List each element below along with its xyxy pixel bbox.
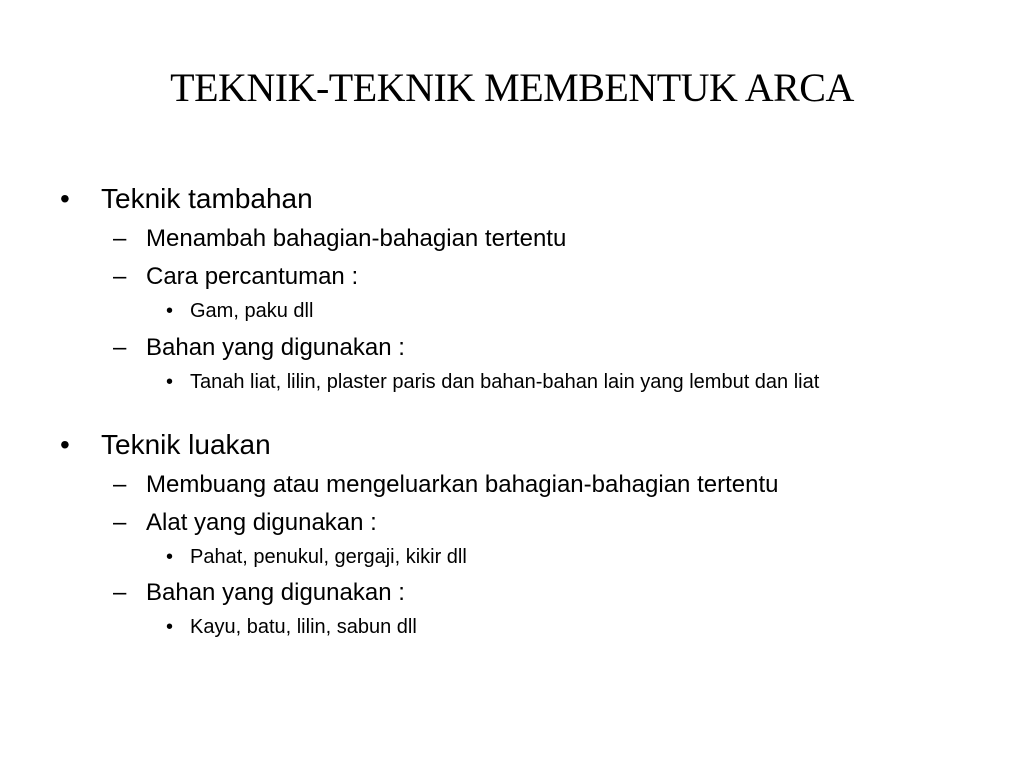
sub-sub-item-text: Gam, paku dll [190, 300, 314, 322]
dash-marker: – [113, 225, 127, 252]
sub-sub-item [166, 370, 946, 394]
sub-sub-item-text: Tanah liat, lilin, plaster paris dan bahan-bahan lain yang lembut dan liat [190, 371, 820, 393]
sub-item-text: Bahan yang digunakan : [146, 579, 405, 606]
bullet-marker: • [166, 300, 174, 322]
bullet-text: Teknik luakan [101, 429, 271, 460]
sub-sub-item-text: Kayu, batu, lilin, sabun dll [190, 616, 417, 638]
sub-item-text: Alat yang digunakan : [146, 509, 377, 536]
bullet-marker: • [60, 429, 70, 460]
bullet-text: Teknik tambahan [101, 183, 313, 214]
dash-marker: – [113, 263, 127, 290]
bullet-marker: • [166, 546, 174, 568]
bullet-marker: • [60, 183, 70, 214]
sub-item-text: Cara percantuman : [146, 263, 359, 290]
sub-item-text: Membuang atau mengeluarkan bahagian-bahagian tertentu [146, 471, 779, 498]
dash-marker: – [113, 579, 127, 606]
sub-item-text: Menambah bahagian-bahagian tertentu [146, 225, 567, 252]
slide-title: TEKNIK-TEKNIK MEMBENTUK ARCA [170, 65, 854, 110]
dash-marker: – [113, 471, 127, 498]
dash-marker: – [113, 509, 127, 536]
dash-marker: – [113, 334, 127, 361]
sub-sub-item-text: Pahat, penukul, gergaji, kikir dll [190, 546, 467, 568]
bullet-marker: • [166, 616, 174, 638]
bullet-marker: • [166, 371, 174, 393]
sub-item-text: Bahan yang digunakan : [146, 334, 405, 361]
